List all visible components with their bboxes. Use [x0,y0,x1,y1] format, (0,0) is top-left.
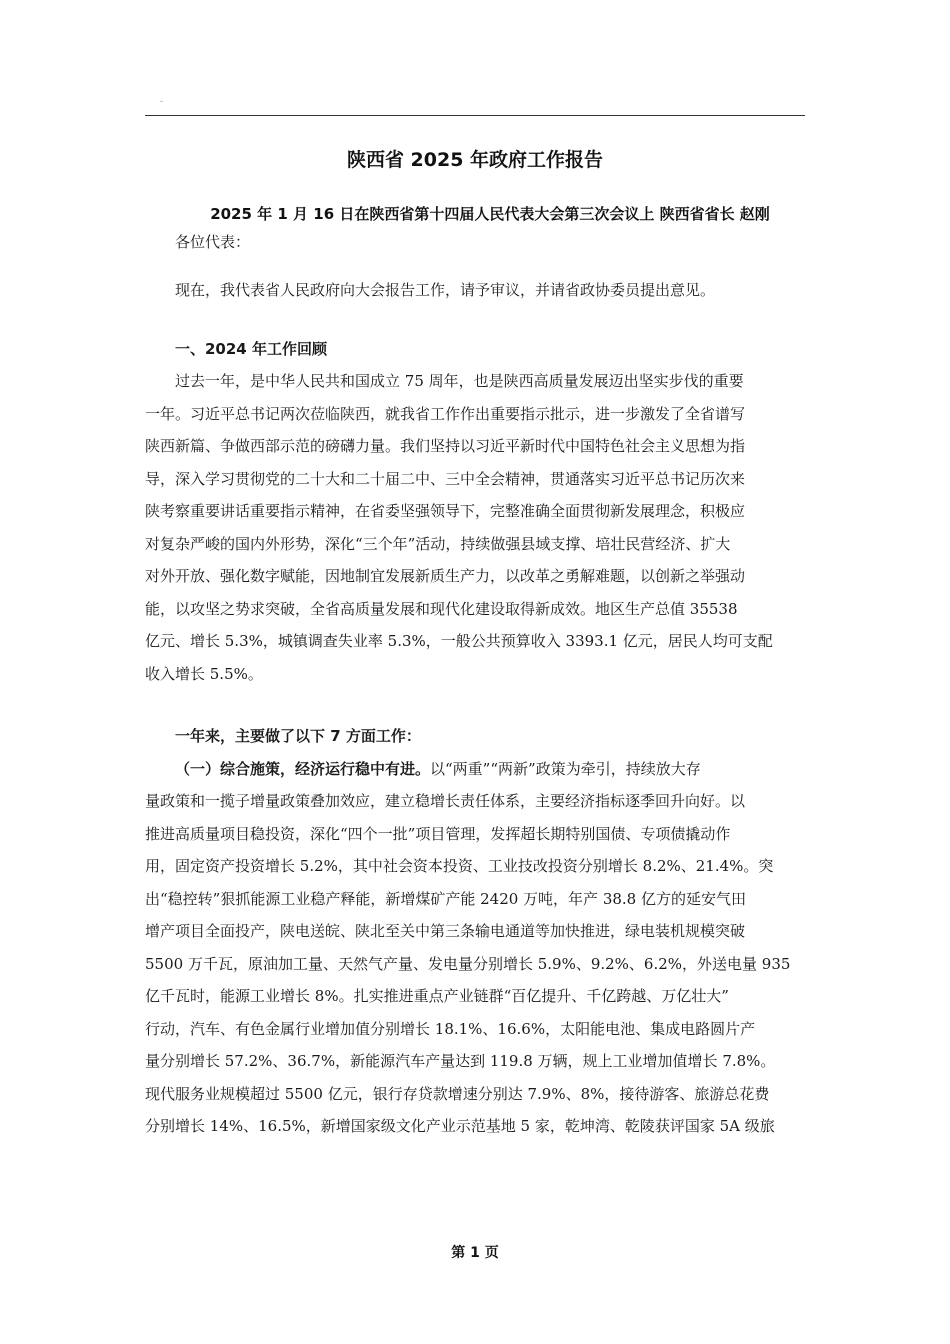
paragraph-line: 能，以攻坚之势求突破，全省高质量发展和现代化建设取得新成效。地区生产总值 35538 [145,599,738,618]
paragraph-line: 量分别增长 57.2%、36.7%，新能源汽车产量达到 119.8 万辆，规上工业增加值增长 7.8%。 [145,1052,776,1070]
section-heading: 一、2024 年工作回顾 [175,339,327,358]
item1-lead: （一）综合施策，经济运行稳中有进。 [175,759,431,778]
header-rule [145,115,805,116]
paragraph-line: 一年。习近平总书记两次莅临陕西，就我省工作作出重要指示批示，进一步激发了全省谱写 [145,404,746,423]
paragraph-line: 收入增长 5.5%。 [145,664,263,683]
document-title: 陕西省 2025 年政府工作报告 [346,149,604,171]
page-number: 第 1 页 [451,1245,499,1261]
paragraph-line: 量政策和一揽子增量政策叠加效应，建立稳增长责任体系，主要经济指标逐季回升向好。以 [145,792,746,810]
paragraph-line: 陕西新篇、争做西部示范的磅礴力量。我们坚持以习近平新时代中国特色社会主义思想为指 [145,437,746,455]
paragraph-line: 现代服务业规模超过 5500 亿元，银行存贷款增速分别达 7.9%、8%，接待游客、旅游总花费 [145,1084,770,1103]
paragraph-line: 推进高质量项目稳投资，深化“四个一批”项目管理，发挥超长期特别国债、专项债撬动作 [145,824,731,843]
work-heading: 一年来，主要做了以下 7 方面工作： [175,727,421,745]
paragraph-line: 对外开放、强化数字赋能，因地制宜发展新质生产力，以改革之勇解难题，以创新之举强动 [145,567,746,585]
intro-paragraph: 现在，我代表省人民政府向大会报告工作，请予审议，并请省政协委员提出意见。 [175,281,716,299]
paragraph-line: 对复杂严峻的国内外形势，深化“三个年”活动，持续做强县域支撑、培壮民营经济、扩大 [145,534,731,553]
header-mark: - [160,97,164,107]
paragraph-line: 导，深入学习贯彻党的二十大和二十届二中、三中全会精神，贯通落实习近平总书记历次来 [145,469,746,488]
review-paragraph [145,365,805,690]
paragraph-line: 出“稳控转”狠抓能源工业稳产释能，新增煤矿产能 2420 万吨，年产 38.8 亿方的延安气田 [145,889,746,908]
item1-first-line: 以“两重”“两新”政策为牵引，持续放大存 [430,759,701,778]
paragraph-line: 陕考察重要讲话重要指示精神，在省委坚强领导下，完整准确全面贯彻新发展理念，积极应 [145,502,746,520]
paragraph-line [145,753,805,786]
paragraph-line: 行动，汽车、有色金属行业增加值分别增长 18.1%、16.6%，太阳能电池、集成电路圆片产 [145,1019,756,1038]
paragraph-line: 过去一年，是中华人民共和国成立 75 周年，也是陕西高质量发展迈出坚实步伐的重要 [175,372,744,390]
paragraph-line: 亿元、增长 5.3%，城镇调查失业率 5.3%，一般公共预算收入 3393.1 亿元，居民人均可支配 [145,632,773,650]
paragraph-line: 5500 万千瓦，原油加工量、天然气产量、发电量分别增长 5.9%、9.2%、6.2%，外送电量 935 [145,954,791,973]
paragraph-line: 分别增长 14%、16.5%，新增国家级文化产业示范基地 5 家，乾坤湾、乾陵获评国家 5A 级旅 [145,1117,775,1135]
paragraph-line: 增产项目全面投产，陕电送皖、陕北至关中第三条输电通道等加快推进，绿电装机规模突破 [145,922,746,940]
document-subtitle: 2025 年 1 月 16 日在陕西省第十四届人民代表大会第三次会议上 陕西省省长 赵刚 [210,205,770,223]
salutation: 各位代表： [175,233,251,251]
item1-paragraph [145,753,805,1143]
document-body [145,140,805,1143]
paragraph-line: 亿千瓦时，能源工业增长 8%。扎实推进重点产业链群“百亿提升、千亿跨越、万亿壮大” [145,987,729,1005]
paragraph-line: 用，固定资产投资增长 5.2%，其中社会资本投资、工业技改投资分别增长 8.2%、21.4%。突 [145,857,774,875]
